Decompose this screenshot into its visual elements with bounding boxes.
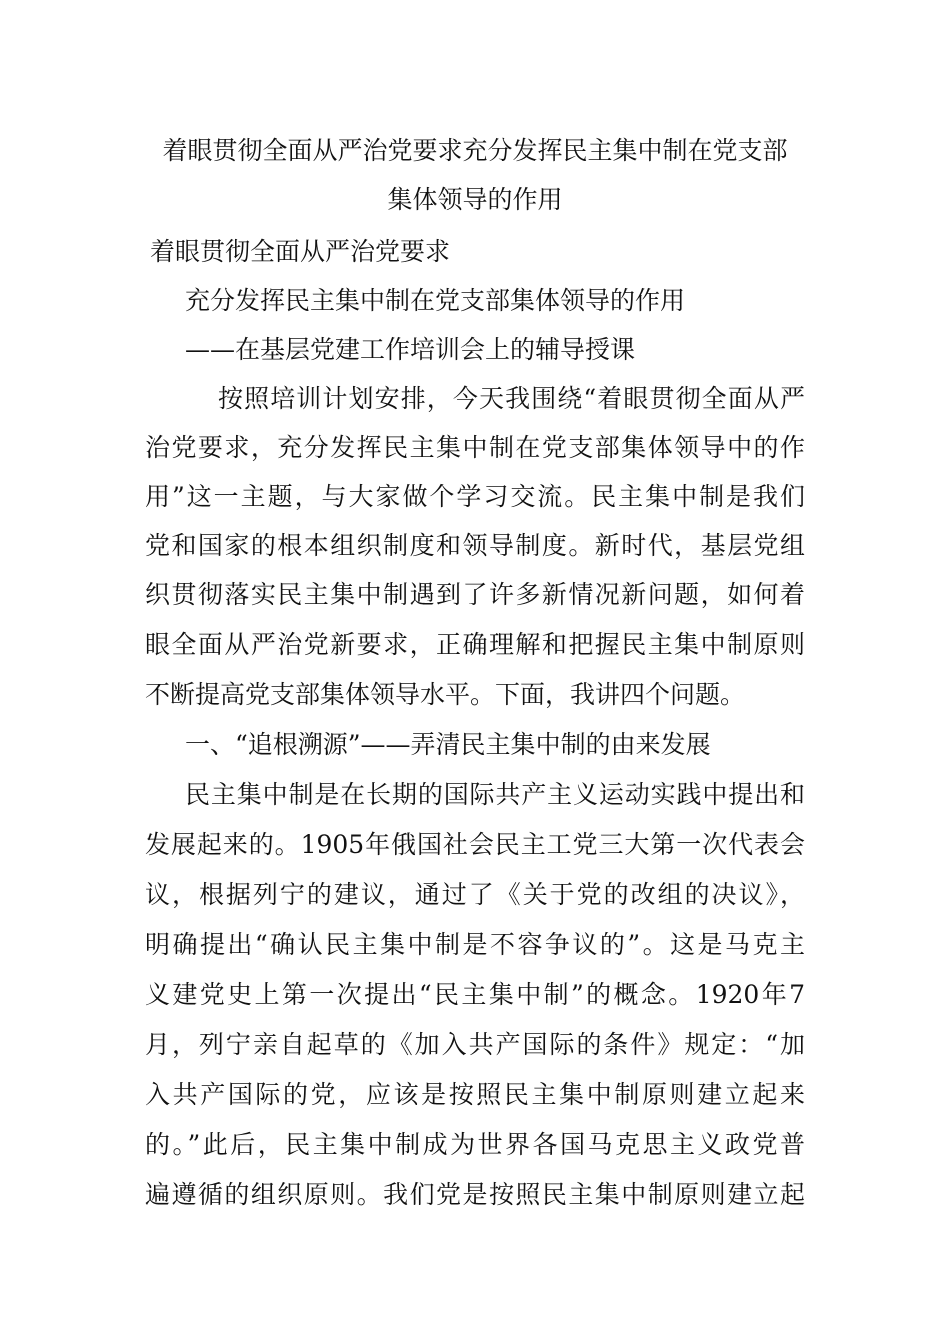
paragraph-line: 遍遵循的组织原则。我们党是按照民主集中制原则建立起 bbox=[145, 1180, 805, 1209]
intro-line: 按照培训计划安排，今天我围绕“着眼贯彻全面从严 bbox=[218, 384, 805, 413]
intro-line: 眼全面从严治党新要求，正确理解和把握民主集中制原则 bbox=[145, 630, 805, 659]
intro-line: 不断提高党支部集体领导水平。下面，我讲四个问题。 bbox=[145, 680, 746, 709]
subtitle: ——在基层党建工作培训会上的辅导授课 bbox=[185, 335, 636, 364]
paragraph-line: 发展起来的。1905年俄国社会民主工党三大第一次代表会 bbox=[145, 830, 805, 859]
paragraph-line: 入共产国际的党，应该是按照民主集中制原则建立起来 bbox=[145, 1080, 805, 1109]
paragraph-line: 的。”此后，民主集中制成为世界各国马克思主义政党普 bbox=[145, 1130, 805, 1159]
document-title-line-2: 集体领导的作用 bbox=[387, 185, 563, 214]
intro-line: 织贯彻落实民主集中制遇到了许多新情况新问题，如何着 bbox=[145, 580, 805, 609]
section-heading: 一、“追根溯源”——弄清民主集中制的由来发展 bbox=[185, 730, 711, 759]
paragraph-line: 议，根据列宁的建议，通过了《关于党的改组的决议》， bbox=[145, 880, 805, 909]
intro-line: 用”这一主题，与大家做个学习交流。民主集中制是我们 bbox=[145, 482, 805, 511]
heading-secondary: 充分发挥民主集中制在党支部集体领导的作用 bbox=[185, 286, 686, 315]
intro-line: 党和国家的根本组织制度和领导制度。新时代，基层党组 bbox=[145, 531, 805, 560]
document-title-line-1: 着眼贯彻全面从严治党要求充分发挥民主集中制在党支部 bbox=[162, 136, 788, 165]
intro-line: 治党要求，充分发挥民主集中制在党支部集体领导中的作 bbox=[145, 433, 805, 462]
paragraph-line: 义建党史上第一次提出“民主集中制”的概念。1920年7 bbox=[145, 980, 805, 1009]
paragraph-line: 民主集中制是在长期的国际共产主义运动实践中提出和 bbox=[185, 780, 805, 809]
paragraph-line: 月，列宁亲自起草的《加入共产国际的条件》规定：“加 bbox=[145, 1030, 805, 1059]
heading-primary: 着眼贯彻全面从严治党要求 bbox=[150, 237, 451, 266]
paragraph-line: 明确提出“确认民主集中制是不容争议的”。这是马克主 bbox=[145, 930, 805, 959]
